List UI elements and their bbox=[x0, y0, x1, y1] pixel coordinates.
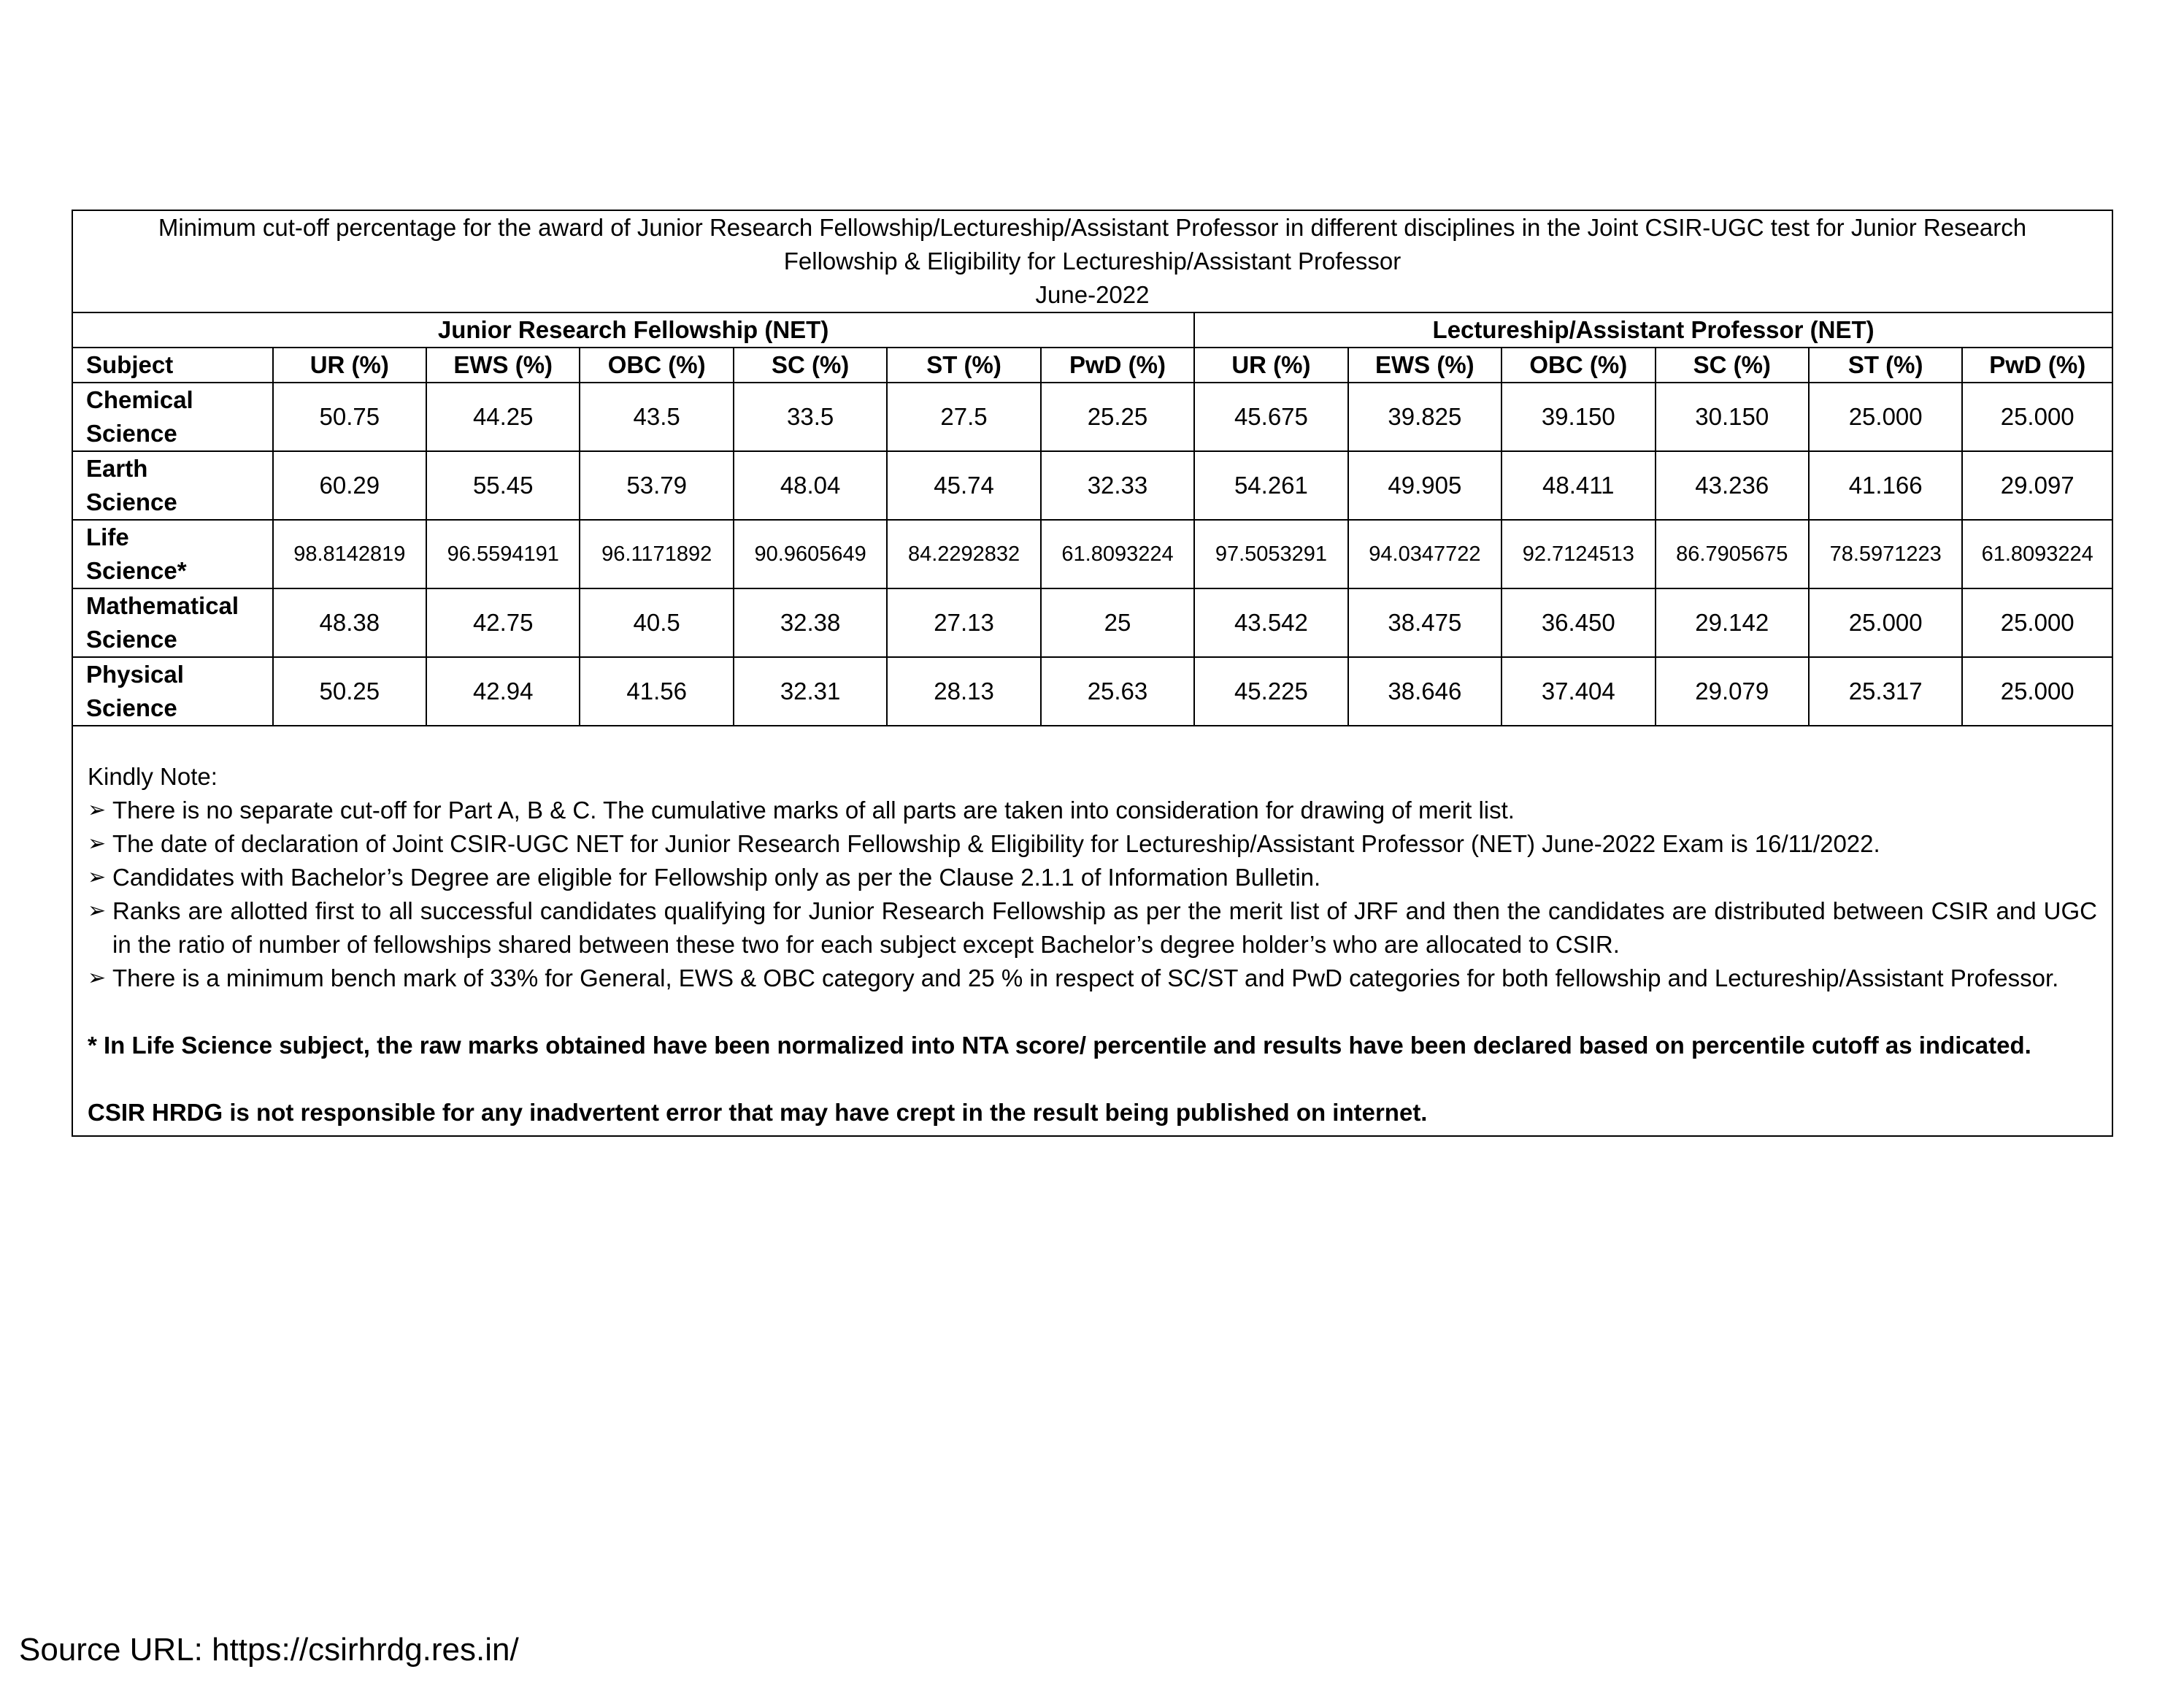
list-item bbox=[88, 894, 2097, 962]
value-cell: 39.150 bbox=[1502, 383, 1655, 451]
group-header-jrf: Junior Research Fellowship (NET) bbox=[73, 312, 1194, 348]
column-header-row bbox=[73, 348, 2112, 383]
table-row bbox=[73, 520, 2112, 588]
value-cell: 97.5053291 bbox=[1194, 520, 1347, 588]
column-header-lect-ur: UR (%) bbox=[1194, 348, 1347, 383]
column-header-lect-obc: OBC (%) bbox=[1502, 348, 1655, 383]
column-header-jrf-st: ST (%) bbox=[887, 348, 1040, 383]
subject-line-1: Earth bbox=[86, 455, 148, 482]
subject-line-1: Mathematical bbox=[86, 592, 239, 619]
value-cell: 33.5 bbox=[734, 383, 887, 451]
value-cell: 28.13 bbox=[887, 657, 1040, 726]
subject-cell bbox=[73, 657, 273, 726]
value-cell: 25.000 bbox=[1962, 588, 2112, 657]
arrow-bullet-icon: ➢ bbox=[88, 966, 107, 990]
note-text: There is no separate cut-off for Part A, B & C. The cumulative marks of all parts are taken into consideration for drawing of merit list. bbox=[112, 797, 1515, 824]
column-header-lect-ews: EWS (%) bbox=[1348, 348, 1502, 383]
subject-cell bbox=[73, 588, 273, 657]
value-cell: 27.5 bbox=[887, 383, 1040, 451]
subject-line-2: Science bbox=[86, 694, 177, 721]
column-header-jrf-ur: UR (%) bbox=[273, 348, 426, 383]
table-row bbox=[73, 451, 2112, 520]
subject-line-2: Science bbox=[86, 488, 177, 515]
cutoff-table bbox=[73, 211, 2112, 726]
column-header-lect-sc: SC (%) bbox=[1656, 348, 1809, 383]
value-cell: 86.7905675 bbox=[1656, 520, 1809, 588]
value-cell: 40.5 bbox=[580, 588, 733, 657]
value-cell: 96.1171892 bbox=[580, 520, 733, 588]
value-cell: 44.25 bbox=[426, 383, 580, 451]
list-item bbox=[88, 794, 2097, 827]
value-cell: 29.097 bbox=[1962, 451, 2112, 520]
source-url: Source URL: https://csirhrdg.res.in/ bbox=[19, 1632, 519, 1668]
table-row bbox=[73, 657, 2112, 726]
value-cell: 41.56 bbox=[580, 657, 733, 726]
value-cell: 50.25 bbox=[273, 657, 426, 726]
column-header-lect-st: ST (%) bbox=[1809, 348, 1962, 383]
cutoff-document bbox=[72, 210, 2113, 1137]
value-cell: 43.542 bbox=[1194, 588, 1347, 657]
subject-cell bbox=[73, 520, 273, 588]
subject-cell bbox=[73, 383, 273, 451]
note-text: Ranks are allotted first to all successful candidates qualifying for Junior Research Fellowship as per the merit list of JRF and then the candidates are distributed between CSIR and UGC in the ratio of number of fellowships shared between these two for each subject except Bachelor’s degree holder’s who are allocated to CSIR. bbox=[112, 897, 2097, 958]
column-header-jrf-ews: EWS (%) bbox=[426, 348, 580, 383]
table-row bbox=[73, 383, 2112, 451]
list-item bbox=[88, 861, 2097, 894]
value-cell: 41.166 bbox=[1809, 451, 1962, 520]
value-cell: 92.7124513 bbox=[1502, 520, 1655, 588]
column-header-jrf-sc: SC (%) bbox=[734, 348, 887, 383]
value-cell: 48.38 bbox=[273, 588, 426, 657]
value-cell: 84.2292832 bbox=[887, 520, 1040, 588]
notes-list bbox=[88, 794, 2097, 995]
value-cell: 32.31 bbox=[734, 657, 887, 726]
value-cell: 29.079 bbox=[1656, 657, 1809, 726]
value-cell: 25.000 bbox=[1809, 588, 1962, 657]
value-cell: 29.142 bbox=[1656, 588, 1809, 657]
arrow-bullet-icon: ➢ bbox=[88, 832, 107, 856]
arrow-bullet-icon: ➢ bbox=[88, 798, 107, 822]
value-cell: 25.000 bbox=[1962, 657, 2112, 726]
table-row bbox=[73, 588, 2112, 657]
arrow-bullet-icon: ➢ bbox=[88, 865, 107, 889]
life-science-footnote: * In Life Science subject, the raw marks obtained have been normalized into NTA score/ percentile and results have been declared based on percentile cutoff as indicated. bbox=[88, 1032, 2031, 1059]
value-cell: 55.45 bbox=[426, 451, 580, 520]
title-line-1: Minimum cut-off percentage for the award of Junior Research Fellowship/Lectureship/Assistant Professor in different disciplines in the Joint CSIR-UGC test for Junior Research bbox=[158, 214, 2027, 241]
value-cell: 25.000 bbox=[1809, 383, 1962, 451]
value-cell: 61.8093224 bbox=[1962, 520, 2112, 588]
column-header-lect-pwd: PwD (%) bbox=[1962, 348, 2112, 383]
value-cell: 60.29 bbox=[273, 451, 426, 520]
arrow-bullet-icon: ➢ bbox=[88, 899, 107, 923]
value-cell: 25.63 bbox=[1041, 657, 1194, 726]
table-title bbox=[73, 211, 2112, 312]
note-text: Candidates with Bachelor’s Degree are eligible for Fellowship only as per the Clause 2.1.1 of Information Bulletin. bbox=[112, 864, 1321, 891]
note-text: The date of declaration of Joint CSIR-UGC NET for Junior Research Fellowship & Eligibility for Lectureship/Assistant Professor (NET) June-2022 Exam is 16/11/2022. bbox=[112, 830, 1880, 857]
list-item bbox=[88, 827, 2097, 861]
value-cell: 43.5 bbox=[580, 383, 733, 451]
value-cell: 25 bbox=[1041, 588, 1194, 657]
value-cell: 36.450 bbox=[1502, 588, 1655, 657]
value-cell: 38.646 bbox=[1348, 657, 1502, 726]
column-header-jrf-obc: OBC (%) bbox=[580, 348, 733, 383]
value-cell: 30.150 bbox=[1656, 383, 1809, 451]
column-header-subject: Subject bbox=[73, 348, 273, 383]
value-cell: 53.79 bbox=[580, 451, 733, 520]
value-cell: 50.75 bbox=[273, 383, 426, 451]
value-cell: 49.905 bbox=[1348, 451, 1502, 520]
list-item bbox=[88, 962, 2097, 995]
notes-section bbox=[73, 726, 2112, 1135]
value-cell: 32.38 bbox=[734, 588, 887, 657]
value-cell: 61.8093224 bbox=[1041, 520, 1194, 588]
value-cell: 42.75 bbox=[426, 588, 580, 657]
value-cell: 25.000 bbox=[1962, 383, 2112, 451]
value-cell: 38.475 bbox=[1348, 588, 1502, 657]
subject-line-1: Life bbox=[86, 523, 129, 550]
value-cell: 25.317 bbox=[1809, 657, 1962, 726]
title-line-2: Fellowship & Eligibility for Lectureship/Assistant Professor bbox=[783, 248, 1401, 275]
value-cell: 32.33 bbox=[1041, 451, 1194, 520]
column-header-jrf-pwd: PwD (%) bbox=[1041, 348, 1194, 383]
group-header-row bbox=[73, 312, 2112, 348]
value-cell: 42.94 bbox=[426, 657, 580, 726]
subject-cell bbox=[73, 451, 273, 520]
value-cell: 27.13 bbox=[887, 588, 1040, 657]
value-cell: 45.675 bbox=[1194, 383, 1347, 451]
value-cell: 90.9605649 bbox=[734, 520, 887, 588]
value-cell: 78.5971223 bbox=[1809, 520, 1962, 588]
value-cell: 25.25 bbox=[1041, 383, 1194, 451]
disclaimer: CSIR HRDG is not responsible for any inadvertent error that may have crept in the result being published on internet. bbox=[88, 1099, 1428, 1126]
value-cell: 96.5594191 bbox=[426, 520, 580, 588]
subject-line-2: Science bbox=[86, 420, 177, 447]
value-cell: 98.8142819 bbox=[273, 520, 426, 588]
value-cell: 39.825 bbox=[1348, 383, 1502, 451]
value-cell: 43.236 bbox=[1656, 451, 1809, 520]
value-cell: 54.261 bbox=[1194, 451, 1347, 520]
value-cell: 45.225 bbox=[1194, 657, 1347, 726]
subject-line-1: Physical bbox=[86, 661, 184, 688]
value-cell: 48.04 bbox=[734, 451, 887, 520]
title-row bbox=[73, 211, 2112, 312]
notes-heading: Kindly Note: bbox=[88, 763, 218, 790]
value-cell: 37.404 bbox=[1502, 657, 1655, 726]
value-cell: 45.74 bbox=[887, 451, 1040, 520]
note-text: There is a minimum bench mark of 33% for General, EWS & OBC category and 25 % in respect of SC/ST and PwD categories for both fellowship and Lectureship/Assistant Professor. bbox=[112, 964, 2059, 991]
value-cell: 94.0347722 bbox=[1348, 520, 1502, 588]
title-line-3: June-2022 bbox=[1035, 281, 1150, 308]
subject-line-1: Chemical bbox=[86, 386, 193, 413]
value-cell: 48.411 bbox=[1502, 451, 1655, 520]
subject-line-2: Science bbox=[86, 626, 177, 653]
group-header-lectureship: Lectureship/Assistant Professor (NET) bbox=[1194, 312, 2112, 348]
subject-line-2: Science* bbox=[86, 557, 187, 584]
